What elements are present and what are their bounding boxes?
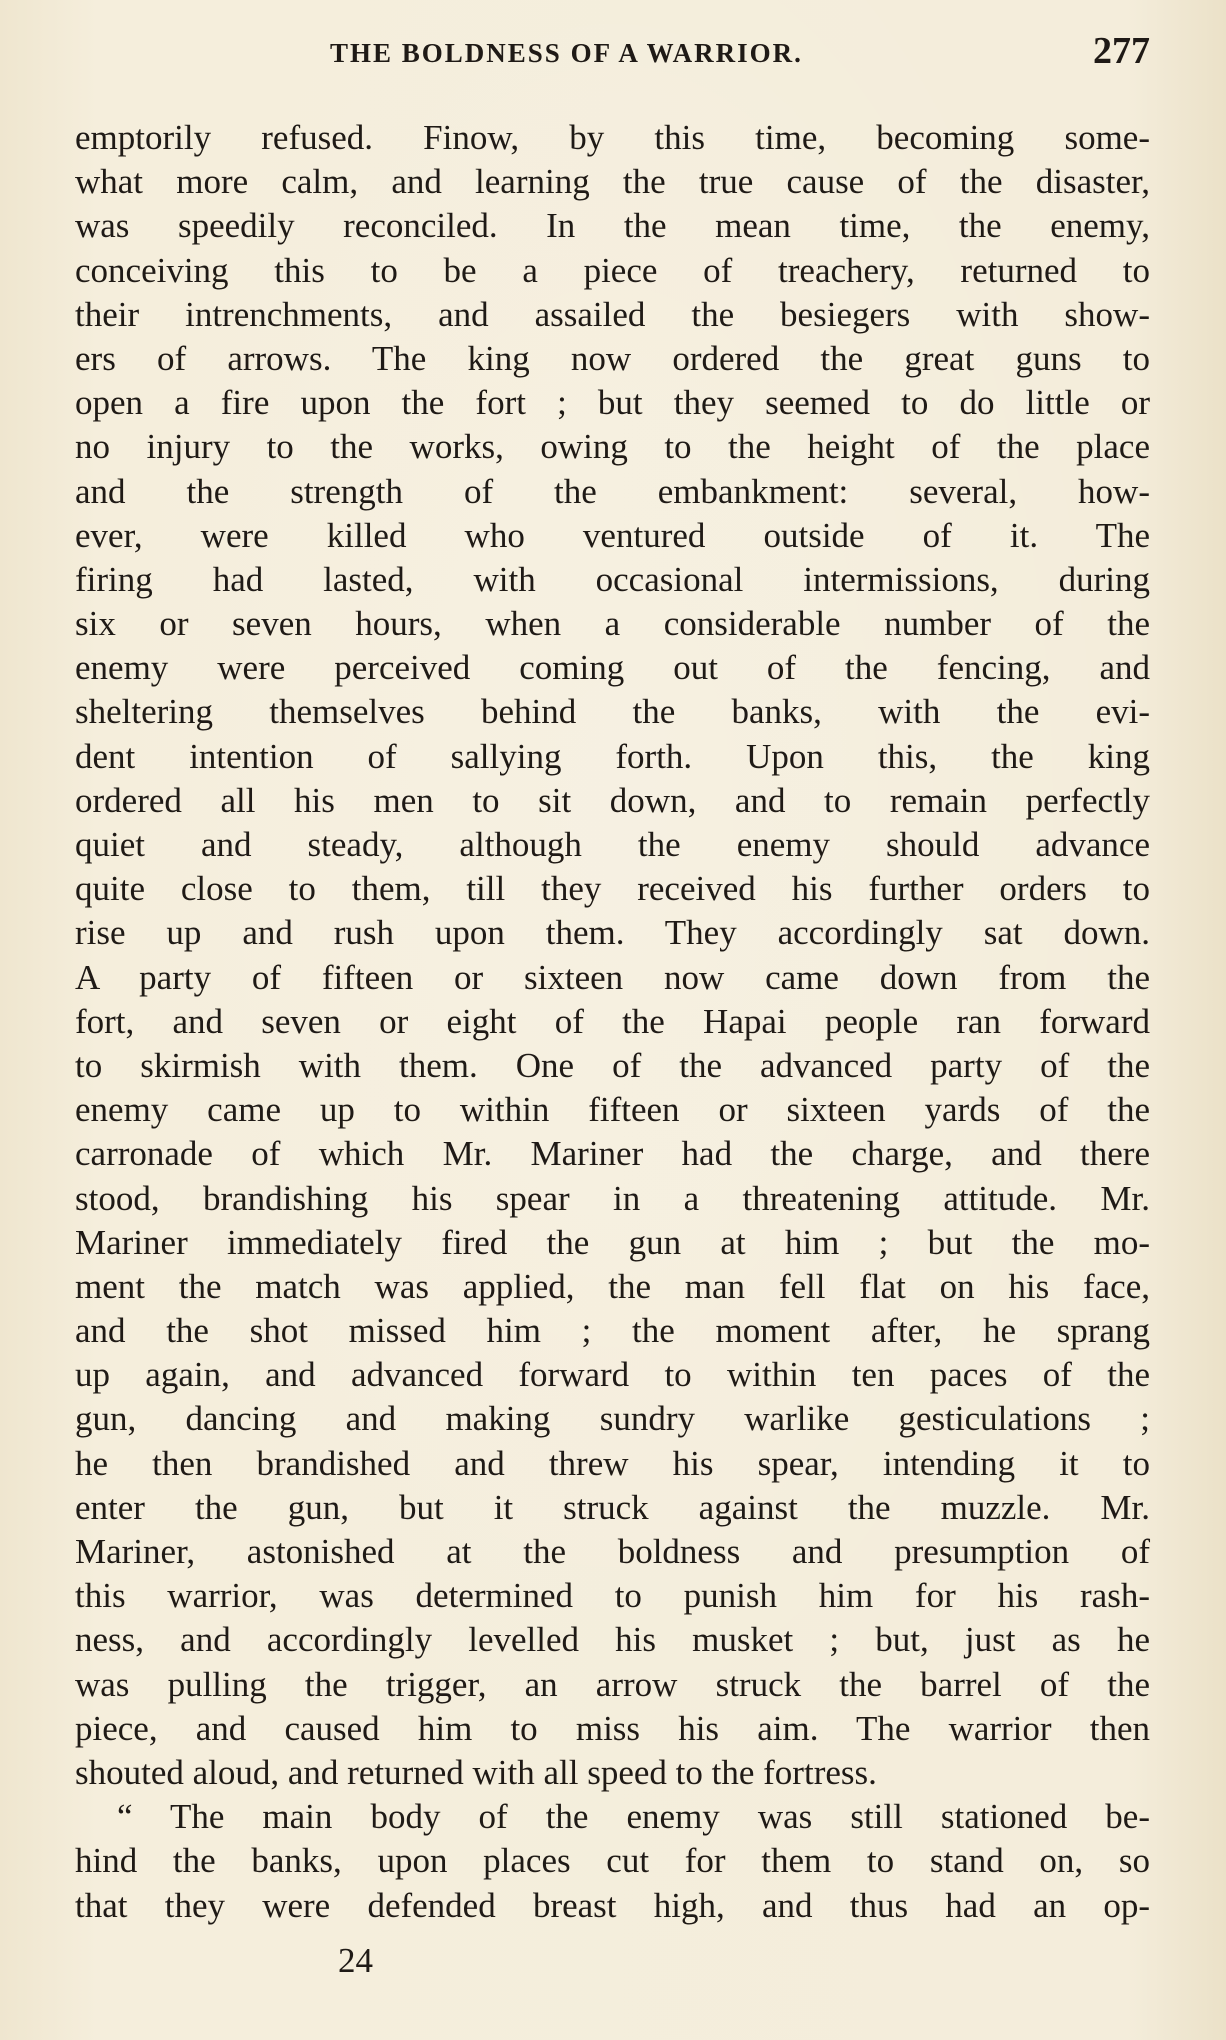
text-line: ness, and accordingly levelled his musket ; but, just as he	[75, 1620, 1150, 1660]
text-line: ment the match was applied, the man fell flat on his face,	[75, 1266, 1150, 1306]
text-line: enemy came up to within fifteen or sixteen yards of the	[75, 1090, 1150, 1130]
text-line: quite close to them, till they received his further orders to	[75, 869, 1150, 909]
text-line: that they were defended breast high, and thus had an op-	[75, 1885, 1150, 1925]
running-head-title: THE BOLDNESS OF A WARRIOR.	[330, 38, 803, 68]
text-line: dent intention of sallying forth. Upon this, the king	[75, 736, 1150, 776]
text-line: what more calm, and learning the true cause of the disaster,	[75, 162, 1150, 202]
text-line: ordered all his men to sit down, and to remain perfectly	[75, 780, 1150, 820]
text-line: conceiving this to be a piece of treachery, returned to	[75, 250, 1150, 290]
text-line: “ The main body of the enemy was still stationed be-	[117, 1797, 1150, 1837]
text-line: fort, and seven or eight of the Hapai people ran forward	[75, 1001, 1150, 1041]
text-line: was speedily reconciled. In the mean time, the enemy,	[75, 206, 1150, 246]
signature-mark: 24	[338, 1941, 373, 1980]
text-line: enter the gun, but it struck against the muzzle. Mr.	[75, 1487, 1150, 1527]
text-line: hind the banks, upon places cut for them to stand on, so	[75, 1841, 1150, 1881]
text-line: ers of arrows. The king now ordered the great guns to	[75, 338, 1150, 378]
text-line: no injury to the works, owing to the height of the place	[75, 427, 1150, 467]
text-line: open a fire upon the fort ; but they seemed to do little or	[75, 383, 1150, 423]
text-line: A party of fifteen or sixteen now came down from the	[75, 957, 1150, 997]
text-line: was pulling the trigger, an arrow struck the barrel of the	[75, 1664, 1150, 1704]
running-head	[330, 30, 1150, 73]
text-line: their intrenchments, and assailed the besiegers with show-	[75, 294, 1150, 334]
text-line: this warrior, was determined to punish him for his rash-	[75, 1576, 1150, 1616]
text-line: firing had lasted, with occasional intermissions, during	[75, 559, 1150, 599]
text-line: emptorily refused. Finow, by this time, becoming some-	[75, 118, 1150, 157]
text-line: and the shot missed him ; the moment after, he sprang	[75, 1311, 1150, 1351]
text-line: up again, and advanced forward to within ten paces of the	[75, 1355, 1150, 1395]
text-line: piece, and caused him to miss his aim. The warrior then	[75, 1708, 1150, 1748]
text-line: enemy were perceived coming out of the fencing, and	[75, 648, 1150, 688]
text-line: quiet and steady, although the enemy should advance	[75, 825, 1150, 864]
text-line: gun, dancing and making sundry warlike gesticulations ;	[75, 1399, 1150, 1439]
text-line: he then brandished and threw his spear, intending it to	[75, 1443, 1150, 1483]
text-line: and the strength of the embankment: several, how-	[75, 471, 1150, 511]
text-line: six or seven hours, when a considerable number of the	[75, 604, 1150, 644]
text-line: Mariner immediately fired the gun at him ; but the mo-	[75, 1222, 1150, 1262]
text-line: Mariner, astonished at the boldness and presumption of	[75, 1532, 1150, 1571]
text-line: stood, brandishing his spear in a threatening attitude. Mr.	[75, 1178, 1150, 1218]
text-line: carronade of which Mr. Mariner had the charge, and there	[75, 1134, 1150, 1174]
body-text	[75, 116, 1150, 1928]
text-line: sheltering themselves behind the banks, with the evi-	[75, 692, 1150, 732]
page-number: 277	[1093, 30, 1150, 72]
text-line: shouted aloud, and returned with all speed to the fortress.	[75, 1752, 877, 1792]
text-line: to skirmish with them. One of the advanced party of the	[75, 1045, 1150, 1085]
text-line: ever, were killed who ventured outside of it. The	[75, 515, 1150, 555]
text-line: rise up and rush upon them. They accordingly sat down.	[75, 913, 1150, 953]
